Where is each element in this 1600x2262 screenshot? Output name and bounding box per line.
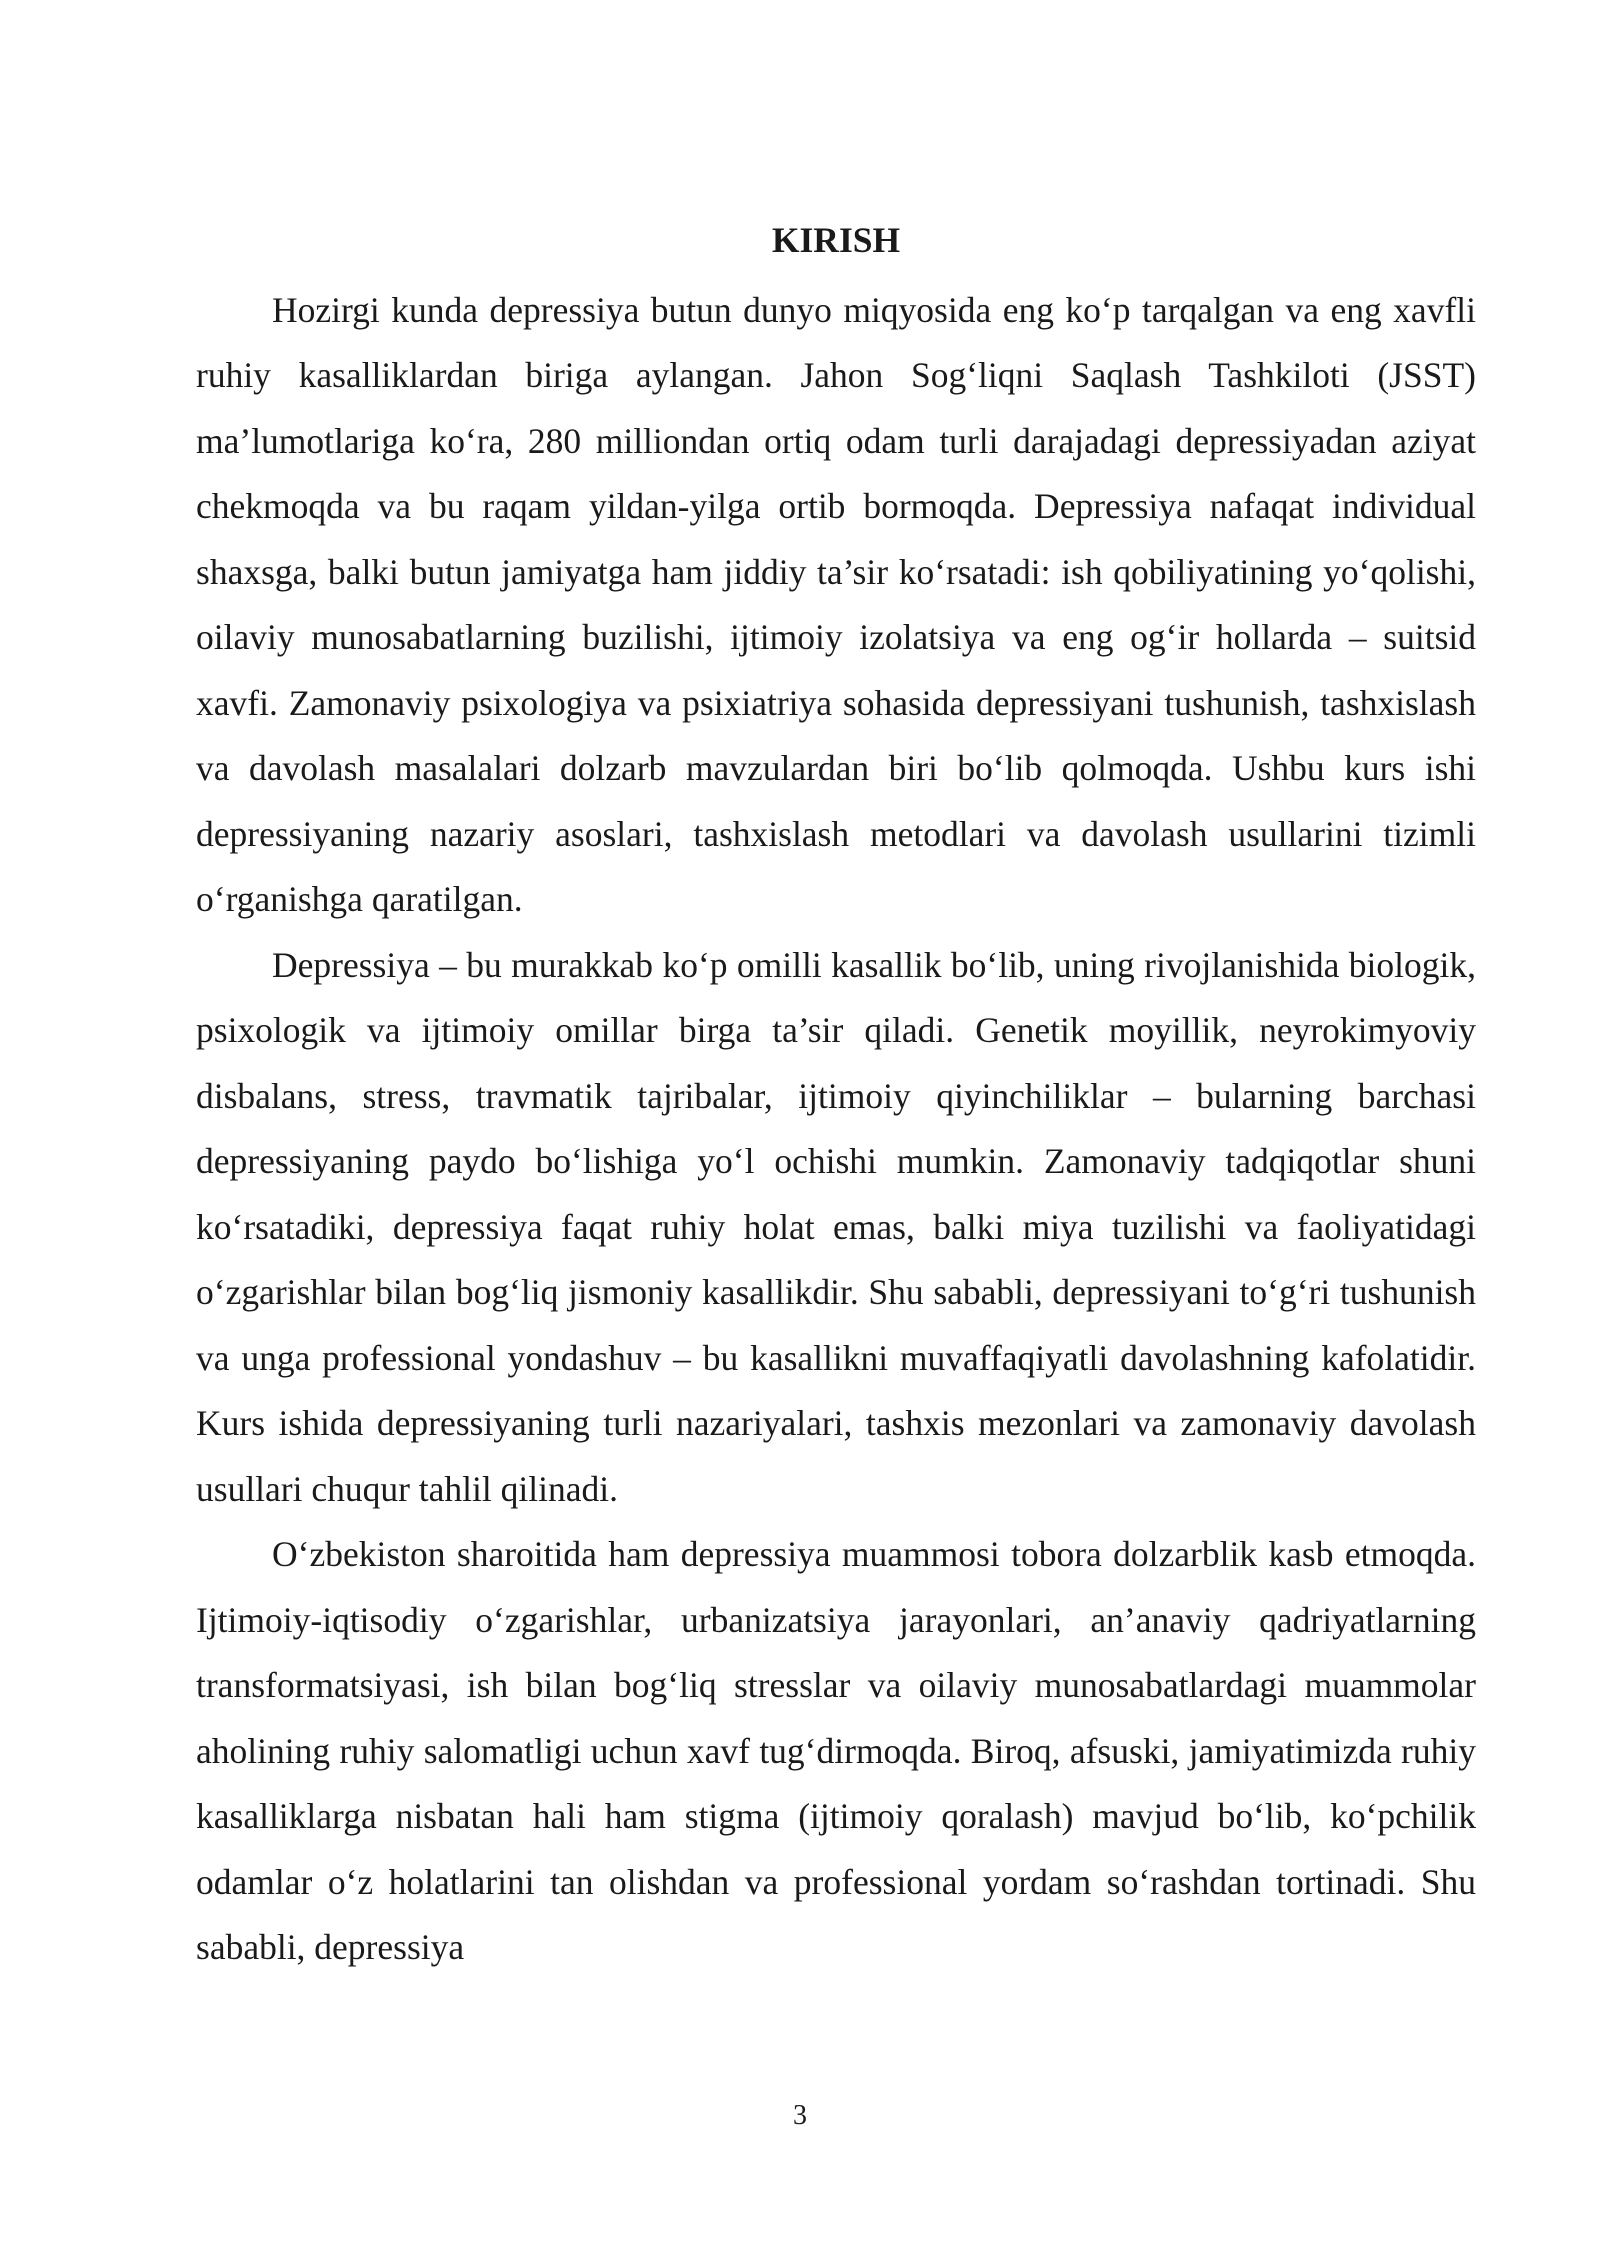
paragraph: O‘zbekiston sharoitida ham depressiya muammosi tobora dolzarblik kasb etmoqda. Ijtimoiy-iqtisodiy o‘zgarishlar, urbanizatsiya jarayonlari, an’anaviy qadriyatlarning transformatsiyasi, ish bilan bog‘liq stresslar va oilaviy munosabatlardagi muammolar aholining ruhiy salomatligi uchun xavf tug‘dirmoqda. Biroq, afsuski, jamiyatimizda ruhiy kasalliklarga nisbatan hali ham stigma (ijtimoiy qoralash) mavjud bo‘lib, ko‘pchilik odamlar o‘z holatlarini tan olishdan va professional yordam so‘rashdan tortinadi. Shu sababli, depressiya [196, 1534, 1476, 1967]
page-number: 3 [793, 2100, 807, 2131]
section-title: KIRISH [771, 220, 901, 260]
document-body [196, 212, 1476, 1981]
paragraph: Hozirgi kunda depressiya butun dunyo miqyosida eng ko‘p tarqalgan va eng xavfli ruhiy kasalliklardan biriga aylangan. Jahon Sog‘liqni Saqlash Tashkiloti (JSST) ma’lumotlariga ko‘ra, 280 milliondan ortiq odam turli darajadagi depressiyadan aziyat chekmoqda va bu raqam yildan-yilga ortib bormoqda. Depressiya nafaqat individual shaxsga, balki butun jamiyatga ham jiddiy ta’sir ko‘rsatadi: ish qobiliyatining yo‘qolishi, oilaviy munosabatlarning buzilishi, ijtimoiy izolatsiya va eng og‘ir hollarda – suitsid xavfi. Zamonaviy psixologiya va psixiatriya sohasida depressiyani tushunish, tashxislash va davolash masalalari dolzarb mavzulardan biri bo‘lib qolmoqda. Ushbu kurs ishi depressiyaning nazariy asoslari, tashxislash metodlari va davolash usullarini tizimli o‘rganishga qaratilgan. [196, 289, 1476, 919]
paragraph: Depressiya – bu murakkab ko‘p omilli kasallik bo‘lib, uning rivojlanishida biologik, psixologik va ijtimoiy omillar birga ta’sir qiladi. Genetik moyillik, neyrokimyoviy disbalans, stress, travmatik tajribalar, ijtimoiy qiyinchiliklar – bularning barchasi depressiyaning paydo bo‘lishiga yo‘l ochishi mumkin. Zamonaviy tadqiqotlar shuni ko‘rsatadiki, depressiya faqat ruhiy holat emas, balki miya tuzilishi va faoliyatidagi o‘zgarishlar bilan bog‘liq jismoniy kasallikdir. Shu sababli, depressiyani to‘g‘ri tushunish va unga professional yondashuv – bu kasallikni muvaffaqiyatli davolashning kafolatidir. Kurs ishida depressiyaning turli nazariyalari, tashxis mezonlari va zamonaviy davolash usullari chuqur tahlil qilinadi. [196, 944, 1476, 1509]
